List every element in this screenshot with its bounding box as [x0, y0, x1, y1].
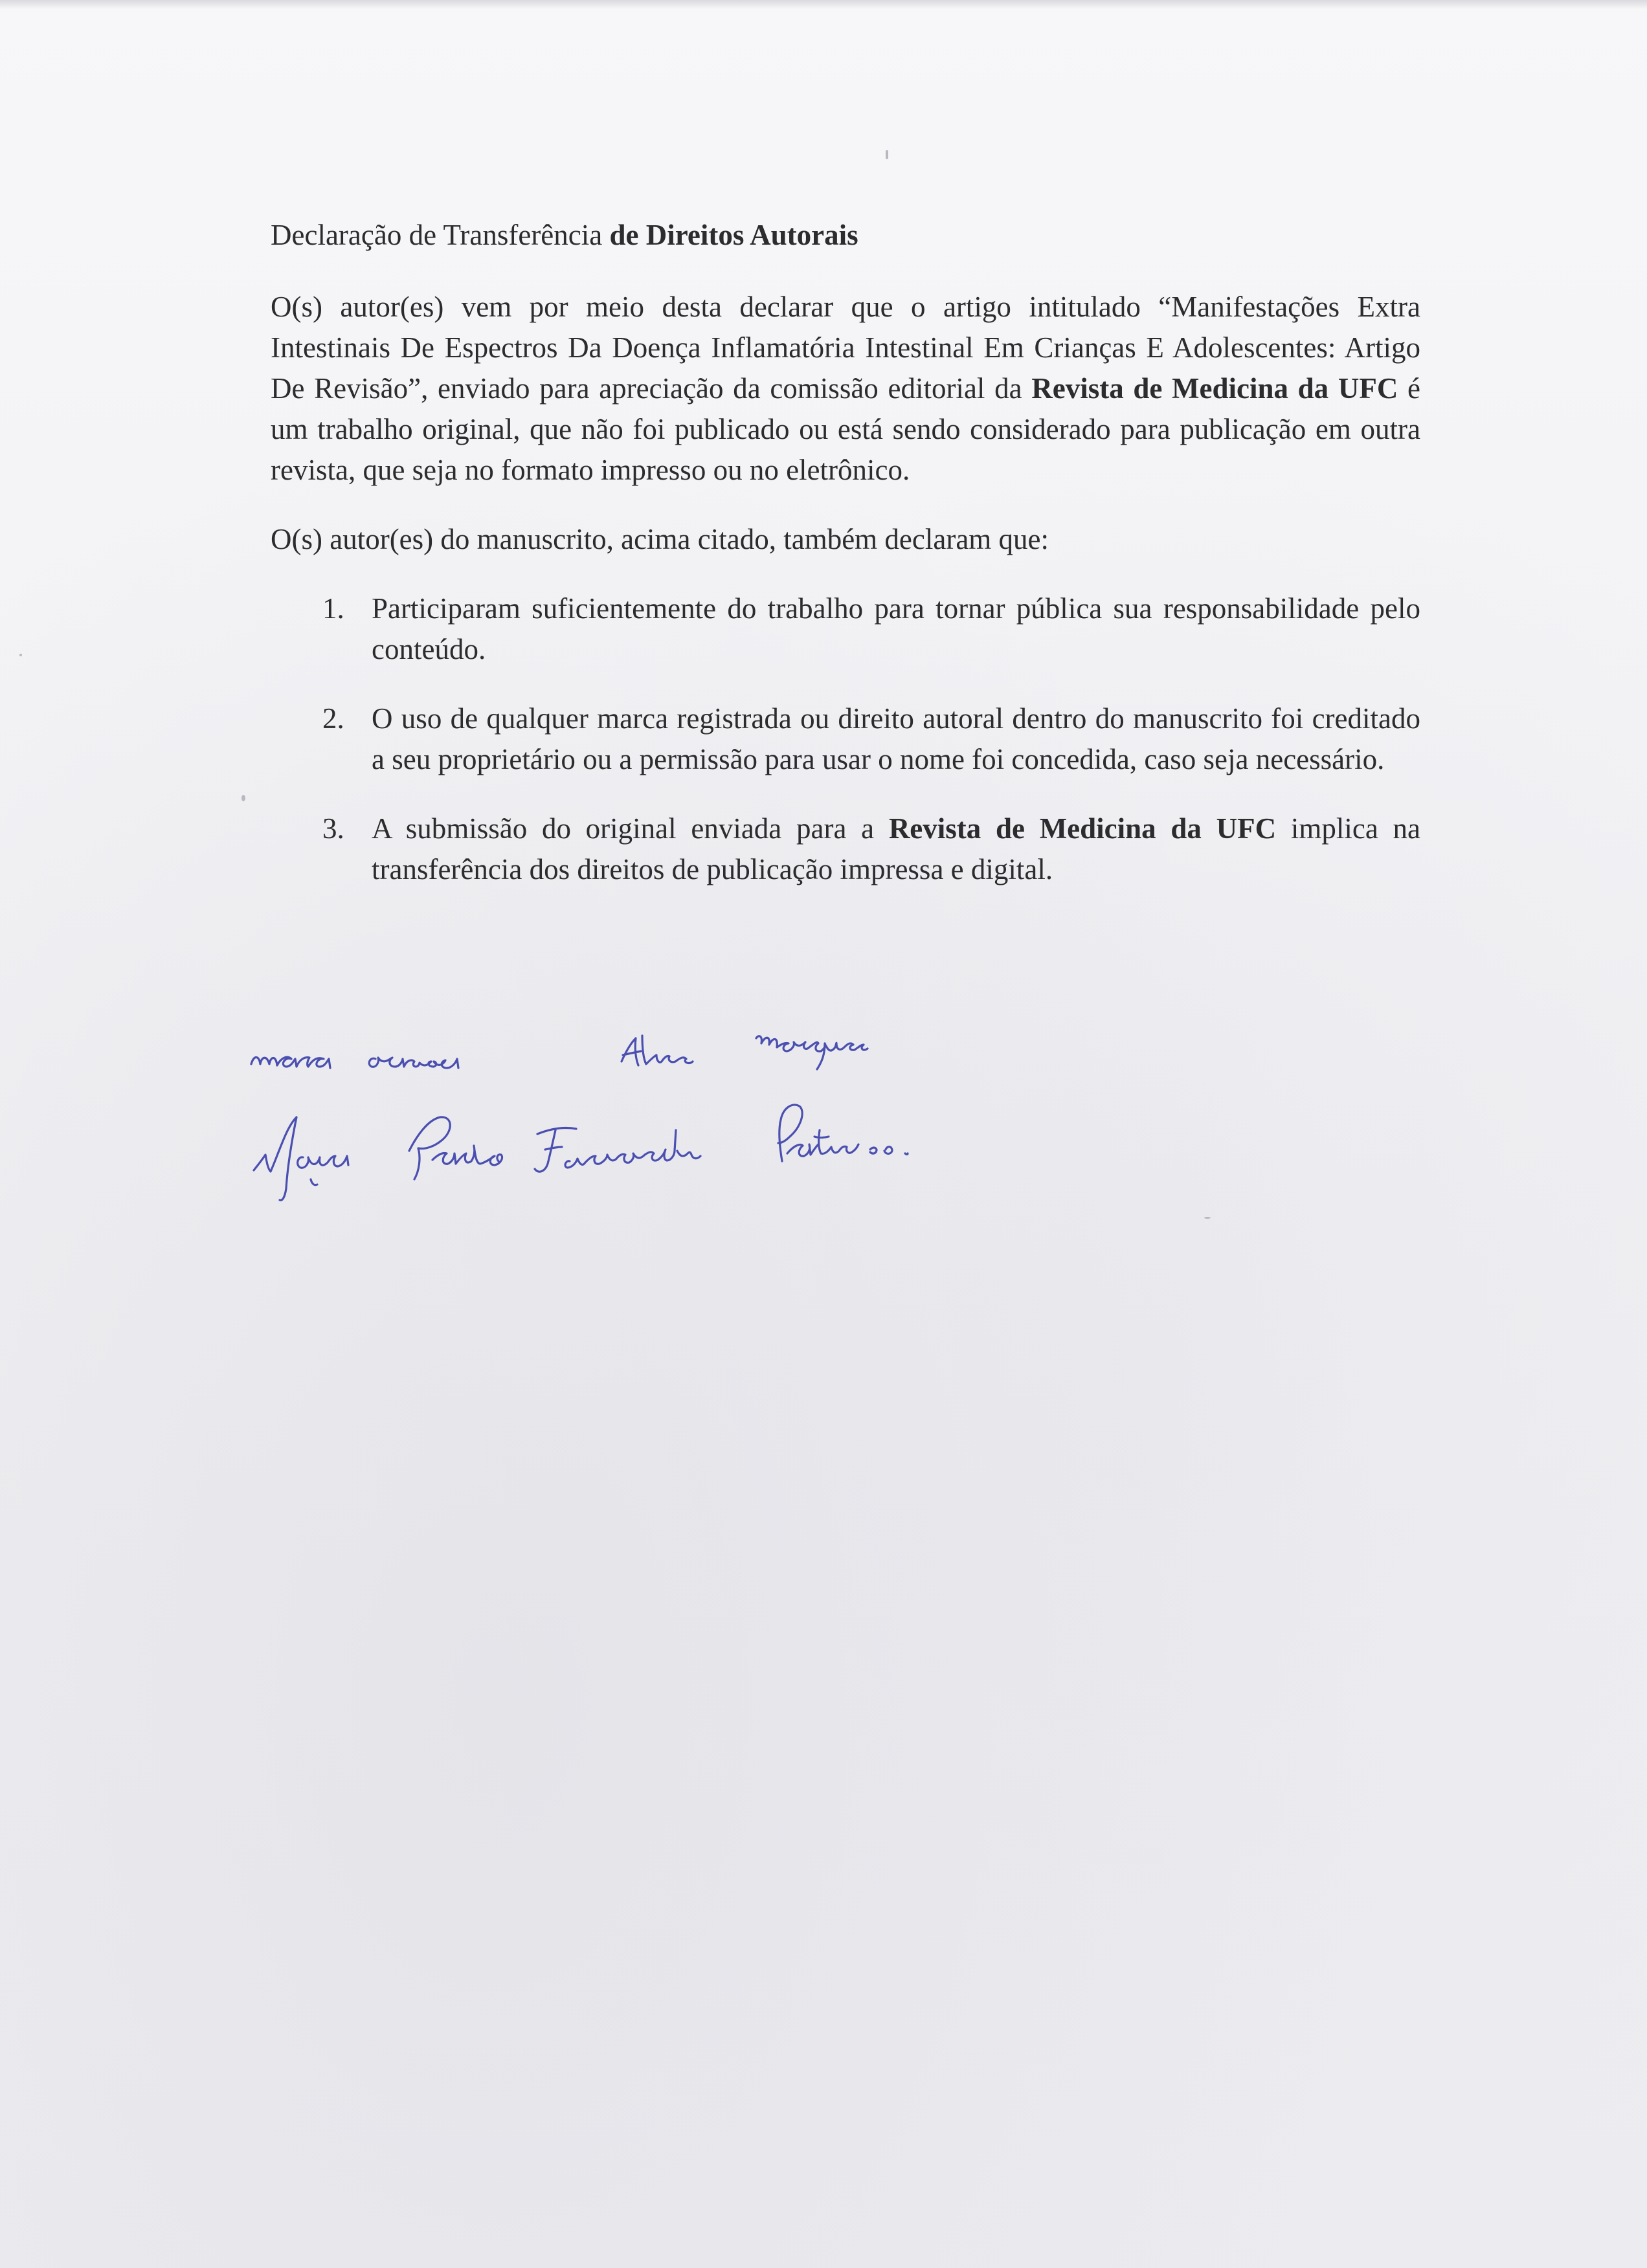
paragraph-text: O(s) autor(es) vem por meio desta declarar que o artigo intitulado “Manifestações Extra Intestinais De Espectros Da Doença Inflamatória Intestinal Em Crianças E Adolescentes: Artigo De Revisão”, enviado para apreciação da comissão editorial da: [271, 291, 1420, 405]
declaration-body: [271, 215, 1420, 918]
signature-one-stroke: [251, 1057, 330, 1068]
signature-two-stroke: [535, 1128, 700, 1172]
signature-block: [240, 1010, 1081, 1230]
journal-name: Revista de Medicina da UFC: [1031, 372, 1398, 405]
list-text: [372, 812, 1420, 885]
signature-two-stroke: [254, 1117, 297, 1200]
list-text: O uso de qualquer marca registrada ou direito autoral dentro do manuscrito foi creditado a seu proprietário ou a permissão para usar o nome foi concedida, caso seja necessário.: [372, 702, 1420, 775]
list-text-after: implica na transferência dos direitos de publicação impressa e digital.: [372, 812, 1420, 885]
list-number: 2.: [322, 702, 344, 735]
scan-edge: [0, 0, 1647, 9]
list-number: 1.: [322, 592, 344, 625]
signature-one-stroke: [369, 1058, 458, 1068]
list-number: 3.: [322, 812, 344, 845]
handwritten-signatures: [240, 1010, 1081, 1230]
authors-declare-paragraph: O(s) autor(es) do manuscrito, acima citado, também declaram que:: [271, 523, 1049, 555]
list-item: [271, 588, 1420, 670]
declaration-list: [271, 588, 1420, 890]
signature-two-stroke: [778, 1105, 908, 1161]
signature-one-stroke: [622, 1036, 693, 1065]
signature-two-stroke: [311, 1179, 317, 1185]
scan-speck: [886, 150, 888, 159]
signature-two-stroke: [298, 1156, 348, 1168]
signature-one-stroke: [756, 1036, 868, 1069]
scan-speck: [241, 795, 245, 801]
paragraph-text: é um trabalho original, que não foi publicado ou está sendo considerado para publicação em outra revista, que seja no formato impresso ou no eletrônico.: [271, 372, 1420, 486]
declaration-paragraph: [271, 287, 1420, 491]
list-item: [271, 698, 1420, 780]
signature-two-stroke: [409, 1117, 502, 1179]
list-text-before: A submissão do original enviada para a: [372, 812, 889, 845]
scan-speck: [19, 654, 22, 656]
title-bold: de Direitos Autorais: [609, 219, 858, 251]
list-text: Participaram suficientemente do trabalho para tornar pública sua responsabilidade pelo conteúdo.: [372, 592, 1420, 665]
document-title: [271, 215, 1420, 256]
title-plain: Declaração de Transferência: [271, 219, 610, 251]
scan-speck: [1204, 1217, 1211, 1219]
journal-name: Revista de Medicina da UFC: [888, 812, 1277, 845]
list-item: [271, 808, 1420, 890]
